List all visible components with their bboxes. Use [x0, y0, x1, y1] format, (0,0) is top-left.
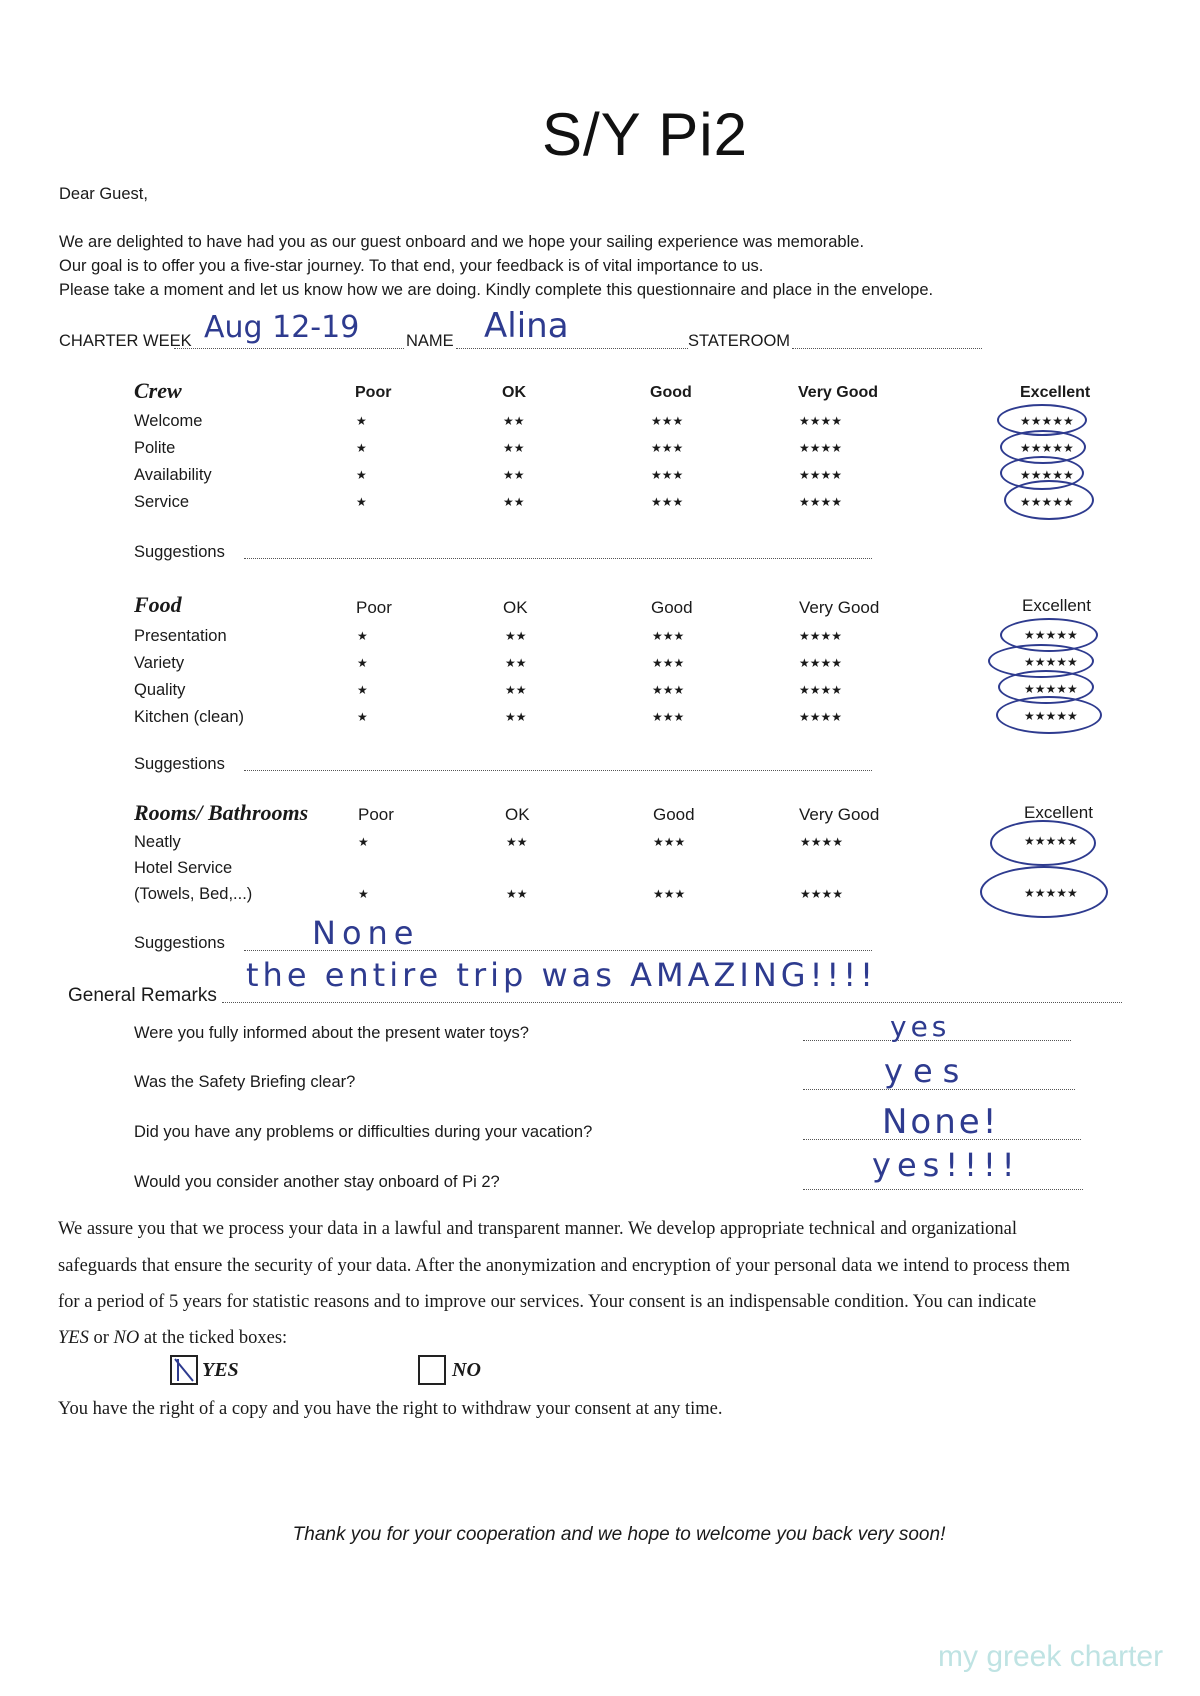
section-title-crew: Crew [134, 378, 182, 403]
row-label-presentation: Presentation [134, 627, 227, 645]
rating-option-very-good[interactable]: ★★★★ [799, 656, 843, 670]
row-label-quality: Quality [134, 681, 186, 699]
rating-option-very-good[interactable]: ★★★★ [800, 835, 844, 849]
rating-option-poor[interactable]: ★ [358, 887, 369, 901]
rights-text: You have the right of a copy and you have the right to withdraw your consent at any time. [58, 1399, 723, 1419]
suggestions-label: Suggestions [134, 755, 225, 773]
rating-option-very-good[interactable]: ★★★★ [799, 414, 843, 428]
col-poor: Poor [355, 384, 392, 401]
rating-option-excellent[interactable]: ★★★★★ [1024, 886, 1078, 900]
selection-circle [980, 866, 1108, 918]
rating-option-excellent[interactable]: ★★★★★ [1024, 682, 1078, 696]
row-label-kitchen: Kitchen (clean) [134, 708, 245, 726]
stateroom-line[interactable] [792, 348, 982, 349]
name-value[interactable]: Alina [484, 306, 569, 346]
rating-option-ok[interactable]: ★★ [505, 656, 527, 670]
row-label-neatly: Neatly [134, 833, 181, 851]
rating-option-poor[interactable]: ★ [357, 629, 368, 643]
row-label-polite: Polite [134, 439, 176, 457]
row-label-towels-bed: (Towels, Bed,...) [134, 885, 253, 903]
rating-option-good[interactable]: ★★★ [652, 710, 685, 724]
watermark: my greek charter [938, 1640, 1164, 1673]
question-problems: Did you have any problems or difficulties during your vacation? [134, 1123, 593, 1141]
row-label-service: Service [134, 493, 190, 511]
rating-option-excellent[interactable]: ★★★★★ [1024, 628, 1078, 642]
greeting: Dear Guest, [59, 185, 148, 203]
rating-option-excellent[interactable]: ★★★★★ [1020, 495, 1074, 509]
general-remarks-label: General Remarks [68, 985, 217, 1006]
col-good: Good [650, 384, 692, 401]
answer-water-toys[interactable]: yes [890, 1010, 951, 1043]
rating-option-very-good[interactable]: ★★★★ [799, 495, 843, 509]
col-very-good: Very Good [799, 598, 880, 617]
rating-option-very-good[interactable]: ★★★★ [799, 629, 843, 643]
consent-line-4 [58, 1328, 287, 1349]
general-remarks-line[interactable] [222, 1002, 1122, 1003]
rating-option-very-good[interactable]: ★★★★ [799, 710, 843, 724]
intro-line-3: Please take a moment and let us know how we are doing. Kindly complete this questionnaire and place in the envelope. [59, 281, 934, 299]
intro-line-1: We are delighted to have had you as our guest onboard and we hope your sailing experience was memorable. [59, 233, 865, 251]
rating-option-good[interactable]: ★★★ [651, 468, 684, 482]
section-title-rooms: Rooms/ Bathrooms [134, 800, 309, 825]
row-label-hotel-service: Hotel Service [134, 859, 233, 877]
rating-option-good[interactable]: ★★★ [652, 683, 685, 697]
col-poor: Poor [356, 598, 392, 617]
section-title-food: Food [134, 592, 182, 617]
rating-option-ok[interactable]: ★★ [505, 629, 527, 643]
question-safety-briefing: Was the Safety Briefing clear? [134, 1073, 356, 1091]
consent-line-3: for a period of 5 years for statistic reasons and to improve our services. Your consent is an indispensable condition. You can indicate [58, 1292, 1037, 1312]
suggestions-line[interactable] [244, 558, 872, 559]
rating-option-poor[interactable]: ★ [358, 835, 369, 849]
rating-option-ok[interactable]: ★★ [503, 468, 525, 482]
consent-no-word: NO [113, 1328, 140, 1348]
col-poor: Poor [358, 805, 394, 824]
rating-option-excellent[interactable]: ★★★★★ [1020, 468, 1074, 482]
col-excellent: Excellent [1022, 596, 1091, 615]
col-very-good: Very Good [798, 384, 879, 401]
rating-option-ok[interactable]: ★★ [503, 414, 525, 428]
consent-yes-label: YES [202, 1359, 239, 1381]
selection-circle [1004, 480, 1094, 520]
col-excellent: Excellent [1020, 384, 1091, 401]
selection-circle [990, 820, 1096, 866]
col-good: Good [653, 805, 695, 824]
rating-option-ok[interactable]: ★★ [506, 887, 528, 901]
rating-option-poor[interactable]: ★ [356, 468, 367, 482]
stateroom-label: STATEROOM [688, 332, 791, 350]
col-ok: OK [505, 805, 530, 824]
answer-another-stay[interactable]: yes!!!! [872, 1146, 1021, 1184]
rating-option-good[interactable]: ★★★ [653, 835, 686, 849]
rating-option-good[interactable]: ★★★ [652, 656, 685, 670]
rating-option-poor[interactable]: ★ [356, 495, 367, 509]
intro-line-2: Our goal is to offer you a five-star journey. To that end, your feedback is of vital importance to us. [59, 257, 764, 275]
consent-line-1: We assure you that we process your data in a lawful and transparent manner. We develop appropriate technical and organizational [58, 1219, 1018, 1239]
charter-week-line [174, 348, 404, 349]
rating-option-poor[interactable]: ★ [357, 683, 368, 697]
selection-circle [996, 696, 1102, 734]
rating-option-ok[interactable]: ★★ [505, 710, 527, 724]
rating-option-poor[interactable]: ★ [356, 414, 367, 428]
rating-option-poor[interactable]: ★ [357, 656, 368, 670]
col-good: Good [651, 598, 693, 617]
rating-option-excellent[interactable]: ★★★★★ [1024, 655, 1078, 669]
charter-week-value[interactable]: Aug 12-19 [204, 310, 360, 345]
rating-option-poor[interactable]: ★ [357, 710, 368, 724]
rating-option-very-good[interactable]: ★★★★ [799, 468, 843, 482]
rating-option-excellent[interactable]: ★★★★★ [1020, 441, 1074, 455]
rating-option-ok[interactable]: ★★ [505, 683, 527, 697]
rating-option-good[interactable]: ★★★ [652, 629, 685, 643]
check-mark-icon [172, 1357, 196, 1383]
thank-you-text: Thank you for your cooperation and we hope to welcome you back very soon! [292, 1524, 946, 1545]
answer-problems[interactable]: None! [882, 1102, 1000, 1142]
rating-option-good[interactable]: ★★★ [651, 414, 684, 428]
consent-no-checkbox[interactable] [418, 1355, 446, 1385]
rating-option-excellent[interactable]: ★★★★★ [1024, 834, 1078, 848]
consent-line-2: safeguards that ensure the security of your data. After the anonymization and encryption of your personal data we intend to process them [58, 1256, 1071, 1276]
col-ok: OK [502, 384, 526, 401]
answer-safety-briefing[interactable]: yes [884, 1052, 970, 1090]
question-another-stay: Would you consider another stay onboard of Pi 2? [134, 1173, 500, 1191]
rating-option-poor[interactable]: ★ [356, 441, 367, 455]
name-line [456, 348, 688, 349]
consent-rest: at the ticked boxes: [139, 1328, 288, 1348]
col-excellent: Excellent [1024, 803, 1093, 822]
rating-option-good[interactable]: ★★★ [653, 887, 686, 901]
rating-option-ok[interactable]: ★★ [503, 441, 525, 455]
charter-week-label: CHARTER WEEK [59, 332, 192, 350]
row-label-variety: Variety [134, 654, 185, 672]
page-title: S/Y Pi2 [541, 101, 748, 168]
consent-or-word: or [88, 1328, 114, 1348]
answer-line[interactable] [803, 1189, 1083, 1190]
rating-option-good[interactable]: ★★★ [651, 495, 684, 509]
row-label-welcome: Welcome [134, 412, 203, 430]
rating-option-good[interactable]: ★★★ [651, 441, 684, 455]
suggestions-label: Suggestions [134, 543, 225, 561]
col-ok: OK [503, 598, 528, 617]
consent-no-label: NO [452, 1359, 481, 1381]
suggestions-value[interactable]: None [312, 914, 420, 952]
rating-option-very-good[interactable]: ★★★★ [799, 683, 843, 697]
suggestions-line[interactable] [244, 770, 872, 771]
suggestions-label: Suggestions [134, 934, 225, 952]
rating-option-excellent[interactable]: ★★★★★ [1020, 414, 1074, 428]
rating-option-very-good[interactable]: ★★★★ [800, 887, 844, 901]
question-water-toys: Were you fully informed about the present water toys? [134, 1024, 529, 1042]
general-remarks-value[interactable]: the entire trip was AMAZING!!!! [246, 956, 877, 994]
rating-option-ok[interactable]: ★★ [503, 495, 525, 509]
consent-yes-checkbox[interactable] [170, 1355, 198, 1385]
col-very-good: Very Good [799, 805, 880, 824]
consent-yes-word: YES [58, 1328, 89, 1348]
row-label-availability: Availability [134, 466, 212, 484]
name-label: NAME [406, 332, 454, 350]
rating-option-ok[interactable]: ★★ [506, 835, 528, 849]
rating-option-very-good[interactable]: ★★★★ [799, 441, 843, 455]
rating-option-excellent[interactable]: ★★★★★ [1024, 709, 1078, 723]
